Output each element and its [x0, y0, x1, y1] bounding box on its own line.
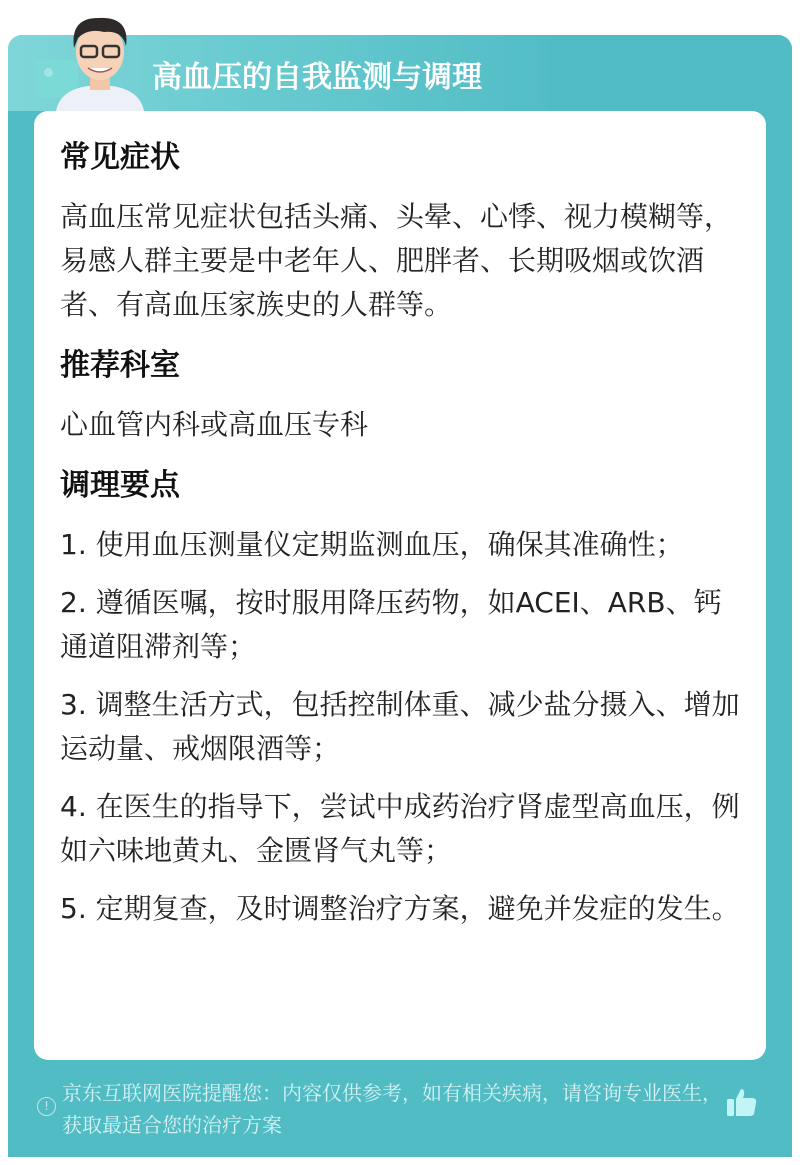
- disclaimer-text: 京东互联网医院提醒您：内容仅供参考，如有相关疾病，请咨询专业医生，获取最适合您的治疗方案: [62, 1081, 722, 1137]
- content-card: [34, 111, 766, 1060]
- symptoms-text: 高血压常见症状包括头痛、头晕、心悸、视力模糊等，易感人群主要是中老年人、肥胖者、长期吸烟或饮酒者、有高血压家族史的人群等。: [60, 200, 733, 321]
- care-point: 5. 定期复查，及时调整治疗方案，避免并发症的发生。: [60, 892, 740, 925]
- info-icon: !: [37, 1097, 56, 1116]
- care-point: 1. 使用血压测量仪定期监测血压，确保其准确性；: [60, 528, 684, 561]
- page-title: 高血压的自我监测与调理: [152, 60, 482, 95]
- care-point: 2. 遵循医嘱，按时服用降压药物，如ACEI、ARB、钙通道阻滞剂等；: [60, 586, 722, 663]
- care-point: 3. 调整生活方式，包括控制体重、减少盐分摄入、增加运动量、戒烟限酒等；: [60, 688, 740, 765]
- section-heading-symptoms: 常见症状: [60, 140, 180, 175]
- doctor-avatar: [48, 8, 152, 111]
- section-heading-department: 推荐科室: [60, 348, 180, 383]
- care-point: 4. 在医生的指导下，尝试中成药治疗肾虚型高血压，例如六味地黄丸、金匮肾气丸等；: [60, 790, 740, 867]
- section-heading-care-points: 调理要点: [60, 468, 180, 503]
- department-text: 心血管内科或高血压专科: [60, 408, 369, 441]
- thumbs-up-icon[interactable]: [726, 1086, 758, 1118]
